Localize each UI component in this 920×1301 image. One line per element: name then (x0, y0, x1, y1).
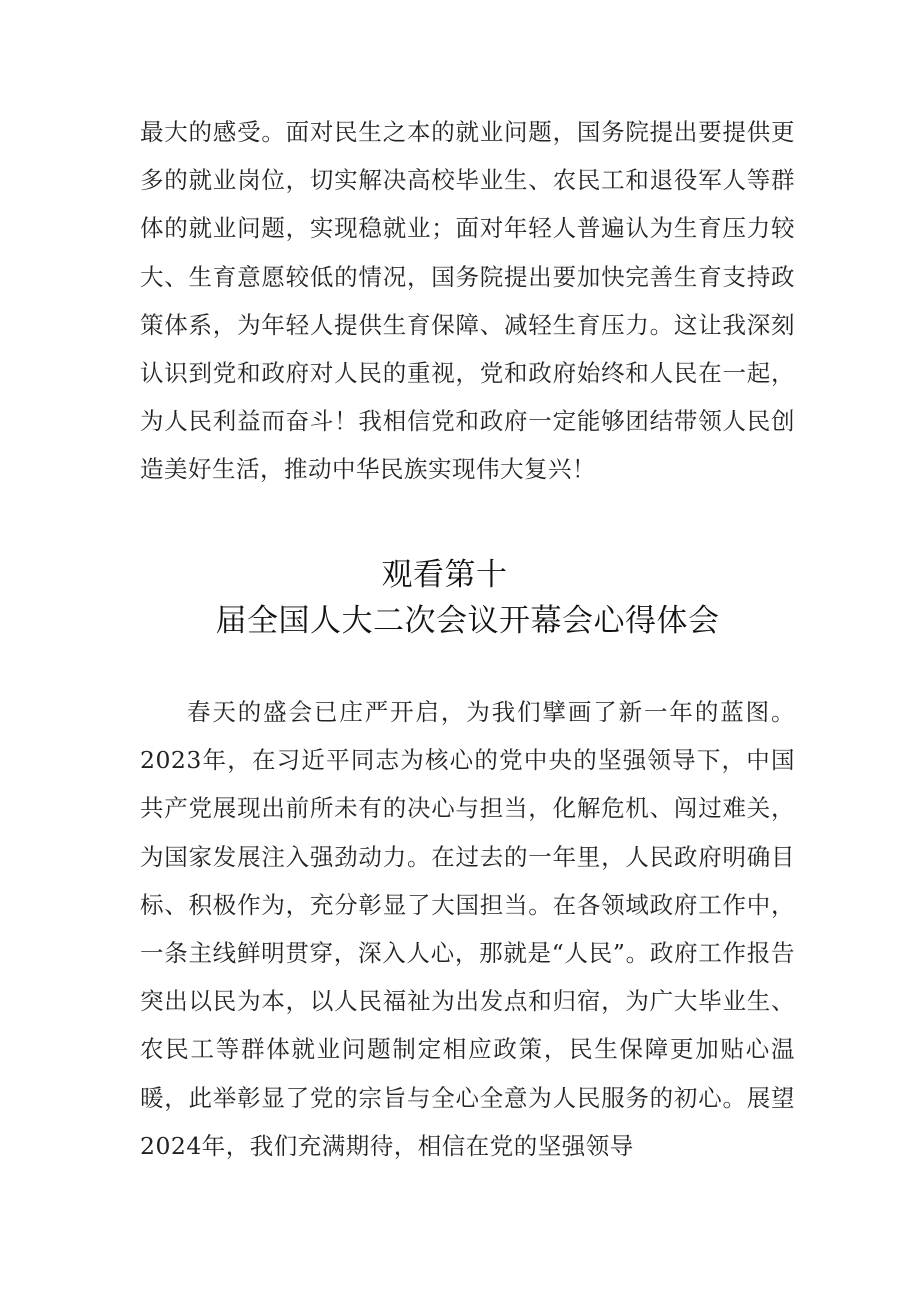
body-paragraph-1: 最大的感受。面对民生之本的就业问题，国务院提出要提供更多的就业岗位，切实解决高校毕业生、农民工和退役军人等群体的就业问题，实现稳就业；面对年轻人普遍认为生育压力较大、生育意愿较低的情况，国务院提出要加快完善生育支持政策体系，为年轻人提供生育保障、减轻生育压力。这让我深刻认识到党和政府对人民的重视，党和政府始终和人民在一起，为人民利益而奋斗！我相信党和政府一定能够团结带领人民创造美好生活，推动中华民族实现伟大复兴！ (140, 118, 795, 484)
heading-part-2: 届全国人大二次会议开幕会心得体会 (215, 603, 720, 639)
body-paragraph-2: 春天的盛会已庄严开启，为我们擘画了新一年的蓝图。2023年，在习近平同志为核心的党中央的坚强领导下，中国共产党展现出前所未有的决心与担当，化解危机、闯过难关，为国家发展注入强劲动力。在过去的一年里，人民政府明确目标、积极作为，充分彰显了大国担当。在各领域政府工作中，一条主线鲜明贯穿，深入人心，那就是“人民”。政府工作报告突出以民为本，以人民福祉为出发点和归宿，为广大毕业生、农民工等群体就业问题制定相应政策，民生保障更加贴心温暖，此举彰显了党的宗旨与全心全意为人民服务的初心。展望2024年，我们充满期待，相信在党的坚强领导 (140, 698, 795, 1160)
heading-part-1: 观看第十 (381, 557, 508, 593)
section-heading (140, 552, 795, 644)
